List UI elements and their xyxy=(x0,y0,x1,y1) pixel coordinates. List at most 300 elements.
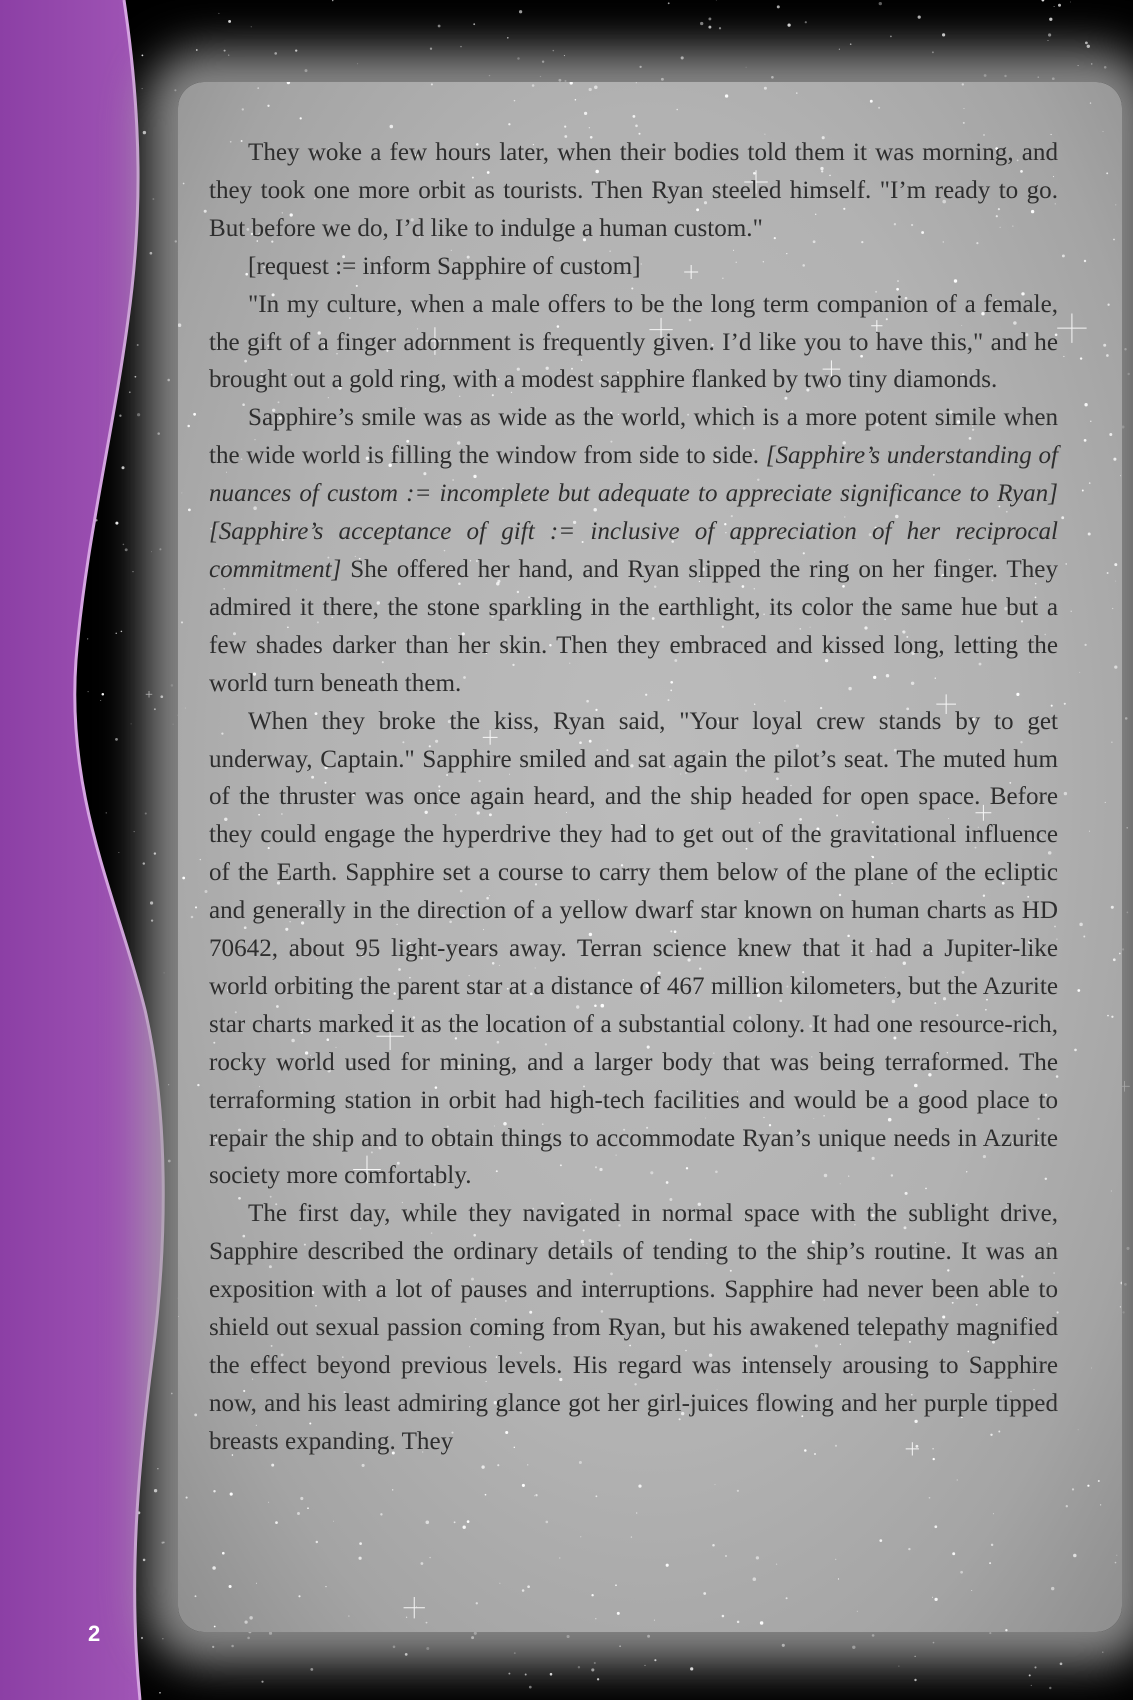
star xyxy=(1114,665,1117,668)
star xyxy=(1090,421,1091,422)
star xyxy=(915,1656,916,1657)
star xyxy=(908,1548,910,1550)
star xyxy=(532,84,535,87)
star xyxy=(1078,1429,1079,1430)
star xyxy=(269,1632,272,1635)
star xyxy=(1116,1555,1117,1556)
star xyxy=(390,125,394,129)
star xyxy=(703,1592,706,1595)
star xyxy=(617,1612,620,1615)
star xyxy=(1064,792,1067,795)
star xyxy=(1084,644,1086,646)
star xyxy=(1111,741,1112,742)
star xyxy=(300,1497,303,1500)
star xyxy=(497,1464,499,1466)
star xyxy=(297,1512,300,1515)
star xyxy=(1085,42,1088,45)
star xyxy=(1077,989,1080,992)
star xyxy=(654,1620,655,1621)
star xyxy=(708,17,711,20)
star xyxy=(914,1679,916,1681)
star xyxy=(224,50,226,52)
star xyxy=(1070,2,1071,3)
star xyxy=(645,1665,646,1666)
star xyxy=(1084,439,1087,442)
star xyxy=(870,100,873,103)
star xyxy=(737,1490,739,1492)
star xyxy=(431,83,433,85)
star xyxy=(746,67,747,68)
star xyxy=(1051,1587,1054,1590)
paragraph-text: She offered her hand, and Ryan slipped the ring on her finger. They admired it there, the stone sparkling in the earthlight, its color the same hue but a few shades darker than her skin. Then they embraced and kissed long, letting the world turn beneath them. xyxy=(209,555,1058,697)
star xyxy=(473,23,475,25)
star xyxy=(1100,1504,1101,1505)
star xyxy=(1124,1283,1127,1286)
star xyxy=(305,69,308,72)
star xyxy=(962,83,964,85)
star xyxy=(438,25,441,28)
star xyxy=(222,1552,225,1555)
star xyxy=(213,1490,215,1492)
star xyxy=(1089,831,1090,832)
star xyxy=(771,76,774,79)
star xyxy=(1063,356,1064,357)
star xyxy=(1083,936,1085,938)
star xyxy=(476,1602,478,1604)
star xyxy=(463,1526,466,1529)
star xyxy=(1126,1247,1129,1250)
star xyxy=(200,859,201,860)
star xyxy=(708,26,711,29)
star xyxy=(1091,63,1093,65)
star xyxy=(594,1662,596,1664)
star xyxy=(668,2,670,4)
star xyxy=(393,1646,396,1649)
star xyxy=(839,49,840,50)
star xyxy=(725,94,728,97)
star xyxy=(1126,827,1128,829)
star xyxy=(647,1635,650,1638)
star xyxy=(661,78,664,81)
star xyxy=(879,1539,882,1542)
star xyxy=(760,1621,763,1624)
star xyxy=(1113,958,1116,961)
star xyxy=(1037,76,1039,78)
star xyxy=(362,1464,365,1467)
star xyxy=(964,108,965,109)
paragraph xyxy=(209,286,1058,400)
star xyxy=(1031,1685,1032,1686)
star xyxy=(178,1316,179,1317)
star xyxy=(567,1635,570,1638)
star xyxy=(185,708,186,709)
star xyxy=(522,1484,525,1487)
star xyxy=(420,1562,423,1565)
star xyxy=(1066,1505,1068,1507)
star xyxy=(310,1668,313,1671)
star xyxy=(971,1590,972,1591)
star xyxy=(764,87,767,90)
star xyxy=(271,1464,274,1467)
page-number: 2 xyxy=(88,1621,101,1646)
star xyxy=(615,1584,617,1586)
star xyxy=(325,1586,326,1587)
star xyxy=(1122,948,1124,950)
star xyxy=(534,1495,535,1496)
star xyxy=(879,2,882,5)
star xyxy=(1113,458,1116,461)
star xyxy=(676,109,678,111)
star xyxy=(929,1497,931,1499)
star xyxy=(508,123,510,125)
star xyxy=(989,1632,991,1634)
star xyxy=(380,1513,382,1515)
star xyxy=(471,1636,474,1639)
star xyxy=(230,1493,233,1496)
star xyxy=(1087,1485,1089,1487)
star xyxy=(307,1507,309,1509)
star xyxy=(1114,563,1117,566)
star xyxy=(932,51,934,53)
star xyxy=(1004,75,1006,77)
star xyxy=(517,57,520,60)
star xyxy=(193,413,196,416)
star xyxy=(857,1611,858,1612)
star xyxy=(918,16,921,19)
star xyxy=(933,1642,935,1644)
star xyxy=(186,1497,188,1499)
star xyxy=(619,1645,621,1647)
star xyxy=(636,1512,637,1513)
star xyxy=(589,88,592,91)
star xyxy=(1079,923,1083,927)
star xyxy=(454,1521,456,1523)
star xyxy=(890,36,892,38)
star xyxy=(1074,1049,1077,1052)
star xyxy=(212,1566,216,1570)
star xyxy=(564,55,565,56)
text-panel xyxy=(178,82,1122,1632)
star xyxy=(700,22,703,25)
star xyxy=(507,37,509,39)
star xyxy=(1034,1666,1036,1668)
paragraph-text: "In my culture, when a male offers to be the long term companion of a female, the gift of a finger adornment is frequently given. I’d like you to have this," and he brought out a gold ring, with a modest sapphire flanked by two tiny diamonds. xyxy=(209,290,1058,394)
paragraph xyxy=(209,1195,1058,1460)
star xyxy=(1109,433,1112,436)
star xyxy=(594,86,598,90)
star xyxy=(1087,45,1090,48)
star xyxy=(719,27,721,29)
star xyxy=(1104,66,1107,69)
star xyxy=(1005,1629,1007,1631)
star xyxy=(295,49,297,51)
star xyxy=(300,117,302,119)
italic-bracket-text: [Sapphire’s understanding of nuances of custom := incomplete but adequate to appreciate significance to Ryan] [Sapphire’s acceptance of gift := inclusive of appreciation of her reciprocal commitment] xyxy=(209,442,1058,583)
star xyxy=(187,425,190,428)
star xyxy=(725,1555,727,1557)
star xyxy=(298,1595,300,1597)
star xyxy=(392,1489,393,1490)
star xyxy=(426,1521,430,1525)
star xyxy=(550,1673,553,1676)
star xyxy=(188,509,191,512)
star xyxy=(256,1583,257,1584)
star xyxy=(181,492,182,493)
star xyxy=(522,1589,525,1592)
star xyxy=(1107,304,1109,306)
star xyxy=(1127,912,1129,914)
star xyxy=(228,55,229,56)
star xyxy=(934,1598,937,1601)
star xyxy=(348,1616,349,1617)
star xyxy=(1107,1015,1109,1017)
star xyxy=(359,1557,362,1560)
star xyxy=(191,916,194,919)
star xyxy=(247,1637,250,1640)
star xyxy=(1124,348,1126,350)
star xyxy=(580,1536,581,1537)
star xyxy=(681,56,684,59)
star xyxy=(214,1626,216,1628)
star xyxy=(1111,1190,1112,1191)
star xyxy=(416,1606,417,1607)
star xyxy=(952,1552,955,1555)
star xyxy=(1120,475,1121,476)
paragraph xyxy=(209,703,1058,1196)
star xyxy=(898,1666,899,1667)
star xyxy=(1102,131,1103,132)
star xyxy=(195,906,197,908)
star xyxy=(1121,1282,1122,1285)
star xyxy=(1090,102,1091,103)
star xyxy=(405,1653,408,1656)
star xyxy=(782,1644,785,1647)
star xyxy=(1098,1480,1100,1482)
star xyxy=(359,1542,362,1545)
star xyxy=(1111,906,1114,909)
star xyxy=(474,1632,477,1635)
star xyxy=(242,108,244,110)
star xyxy=(559,1557,560,1558)
star xyxy=(993,1513,994,1514)
star xyxy=(268,1502,269,1503)
star xyxy=(991,1544,993,1546)
star xyxy=(1060,1662,1063,1665)
star xyxy=(430,48,432,50)
body-text xyxy=(209,134,1058,1461)
star xyxy=(1103,344,1106,347)
star xyxy=(244,1620,247,1623)
paragraph-text: [request := inform Sapphire of custom] xyxy=(248,252,641,280)
star xyxy=(654,1659,656,1661)
star xyxy=(564,126,566,128)
paragraph-text: Sapphire’s smile was as wide as the world, which is a more potent simile when the wide world is filling the window from side to side. xyxy=(209,404,1058,470)
star xyxy=(195,1595,197,1597)
star xyxy=(1065,563,1066,564)
star xyxy=(1125,717,1128,720)
star xyxy=(1052,77,1055,80)
paragraph-text: When they broke the kiss, Ryan said, "Your loyal crew stands by to get underway, Captain." Sapphire smiled and sat again the pilot’s seat. The muted hum of the thruster was once again heard, and the ship headed for open space. Before they could engage the hyperdrive they had to get out of the gravitational influence of the Earth. Sapphire set a course to carry them below of the plane of the ecliptic and generally in the direction of a yellow dwarf star known on human charts as HD 70642, about 95 light-years away. Terran science knew that it had a Jupiter-like world orbiting the parent star at a distance of 467 million kilometers, but the Azurite star charts marked it as the location of a substantial colony. It had one resource-rich, rocky world used for mining, and a larger body that was being terraformed. The terraforming station in orbit had high-tech facilities and would be a good place to repair the ship and to obtain things to accommodate Ryan’s unique needs in Azurite society more comfortably. xyxy=(209,707,1058,1190)
star xyxy=(508,1673,510,1675)
star xyxy=(1102,1652,1103,1653)
star xyxy=(249,1616,252,1619)
star xyxy=(194,1414,197,1417)
star xyxy=(591,1668,594,1671)
star xyxy=(712,1544,715,1547)
star xyxy=(872,1634,875,1637)
star xyxy=(1088,533,1091,536)
star xyxy=(1106,354,1109,357)
star xyxy=(1072,1488,1074,1490)
star xyxy=(1089,482,1091,484)
star xyxy=(638,1485,641,1488)
star xyxy=(197,1084,199,1086)
star xyxy=(1107,572,1109,574)
star xyxy=(499,1583,500,1584)
star xyxy=(786,1597,788,1599)
star xyxy=(1115,1562,1117,1564)
star xyxy=(631,1536,632,1537)
star xyxy=(579,1461,582,1464)
star xyxy=(406,1617,407,1618)
star xyxy=(1078,65,1079,66)
star xyxy=(737,1621,740,1624)
star xyxy=(1061,516,1064,519)
star xyxy=(204,210,207,213)
star xyxy=(575,99,577,101)
star xyxy=(690,1667,693,1670)
star xyxy=(932,1597,933,1598)
star xyxy=(229,1585,232,1588)
star xyxy=(261,1681,263,1683)
star xyxy=(984,74,987,77)
star xyxy=(1070,611,1071,612)
star xyxy=(957,1479,958,1480)
star xyxy=(796,92,797,93)
paragraph xyxy=(209,399,1058,702)
star xyxy=(589,127,590,128)
star xyxy=(429,1557,430,1558)
star xyxy=(1111,1016,1113,1018)
star xyxy=(267,105,269,107)
star xyxy=(1080,357,1082,359)
star xyxy=(666,1564,669,1567)
star xyxy=(205,890,208,893)
star xyxy=(1112,608,1113,609)
star xyxy=(178,323,181,327)
star xyxy=(426,1647,429,1650)
star xyxy=(636,82,637,83)
star xyxy=(787,23,790,26)
star xyxy=(850,43,852,45)
star xyxy=(1091,1368,1092,1369)
star xyxy=(519,10,522,13)
star xyxy=(535,1494,537,1496)
star xyxy=(1058,4,1061,7)
star xyxy=(633,115,636,118)
star xyxy=(228,20,231,23)
star xyxy=(357,63,358,64)
star xyxy=(570,82,573,85)
star xyxy=(1127,373,1129,375)
star xyxy=(514,1652,516,1654)
star xyxy=(1082,490,1084,492)
star xyxy=(591,1594,593,1596)
purple-wave-decoration xyxy=(0,0,200,1700)
star xyxy=(527,1464,528,1465)
star xyxy=(1084,403,1087,406)
star xyxy=(181,621,183,623)
star xyxy=(231,1645,234,1648)
star xyxy=(1049,18,1052,21)
star xyxy=(722,1615,725,1618)
star xyxy=(540,76,541,77)
star xyxy=(333,1521,334,1522)
star xyxy=(1048,40,1049,41)
star xyxy=(275,1521,278,1524)
star xyxy=(635,125,638,128)
star xyxy=(1106,172,1108,174)
star xyxy=(1064,703,1066,705)
star xyxy=(963,122,965,124)
star xyxy=(595,1618,596,1619)
star xyxy=(1119,953,1121,955)
star xyxy=(1084,260,1086,262)
star xyxy=(529,1686,532,1689)
star xyxy=(251,26,252,27)
star xyxy=(776,1564,777,1565)
star xyxy=(212,1646,214,1648)
star xyxy=(838,1578,839,1579)
star xyxy=(934,1525,937,1528)
star xyxy=(287,82,290,84)
paragraph-text: The first day, while they navigated in normal space with the sublight drive, Sapphire described the ordinary details of tending to the ship’s routine. It was an exposition with a lot of pauses and interruptions. Sapphire had never been able to shield out sexual passion coming from Ryan, but his awakened telepathy magnified the effect beyond previous levels. His regard was intensely arousing to Sapphire now, and his least admiring glance got her girl-juices flowing and her purple tipped breasts expanding. They xyxy=(209,1200,1058,1455)
star xyxy=(597,1678,599,1680)
star xyxy=(553,50,554,51)
star xyxy=(777,5,780,8)
star xyxy=(481,1465,484,1468)
star xyxy=(1105,802,1106,803)
star xyxy=(1062,254,1065,257)
sparkle-star xyxy=(404,1597,425,1618)
star xyxy=(218,13,219,14)
star xyxy=(426,1622,428,1624)
star xyxy=(852,1646,855,1649)
star xyxy=(805,21,807,23)
star xyxy=(546,1521,549,1524)
star xyxy=(1048,33,1051,36)
star xyxy=(274,52,277,55)
paragraph xyxy=(209,134,1058,248)
star xyxy=(467,1520,470,1523)
star xyxy=(756,1556,759,1559)
star xyxy=(578,1666,580,1668)
star xyxy=(316,1541,318,1543)
star xyxy=(878,107,880,109)
star xyxy=(1113,239,1115,241)
star xyxy=(715,1484,716,1485)
star xyxy=(942,33,945,36)
sparkle-star xyxy=(1057,313,1086,342)
star xyxy=(527,1585,530,1588)
star xyxy=(460,46,461,47)
star xyxy=(525,1674,527,1676)
star xyxy=(542,61,544,63)
star xyxy=(183,183,185,185)
star xyxy=(584,112,587,115)
star xyxy=(514,100,516,102)
star xyxy=(1029,1674,1031,1676)
